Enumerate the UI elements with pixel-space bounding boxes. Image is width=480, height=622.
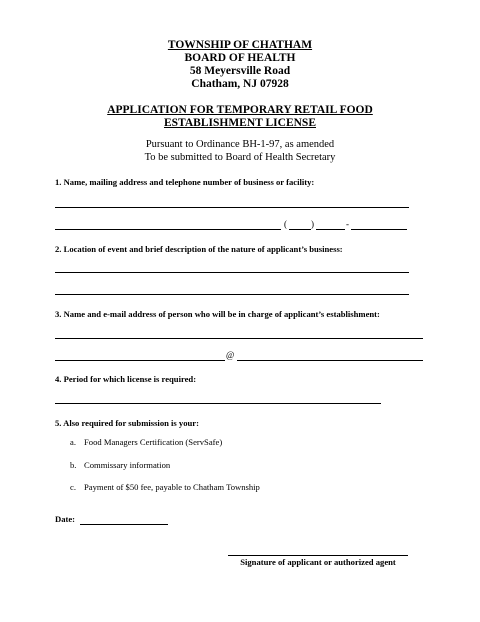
submission-note: To be submitted to Board of Health Secretary: [144, 152, 336, 163]
event-location-line-1[interactable]: [55, 272, 409, 273]
phone-open-paren: (: [284, 219, 287, 229]
form-title-line2: ESTABLISHMENT LICENSE: [163, 117, 316, 129]
business-name-line[interactable]: [55, 207, 409, 208]
email-at-sign: @: [226, 350, 235, 360]
license-period-line[interactable]: [55, 403, 381, 404]
header-street: 58 Meyersville Road: [189, 65, 291, 77]
question-3: 3. Name and e-mail address of person who will be in charge of applicant’s establishment:: [55, 309, 380, 319]
question-2: 2. Location of event and brief description of the nature of applicant’s business:: [55, 244, 343, 254]
email-domain-line[interactable]: [237, 360, 423, 361]
date-line[interactable]: [80, 524, 168, 525]
header-city: Chatham, NJ 07928: [191, 78, 289, 90]
requirement-a-text: Food Managers Certification (ServSafe): [84, 437, 223, 447]
question-4: 4. Period for which license is required:: [55, 374, 197, 384]
requirement-b: [70, 460, 170, 470]
requirement-a-letter: a.: [70, 437, 76, 447]
phone-number-line[interactable]: [351, 229, 407, 230]
question-5: 5. Also required for submission is your:: [55, 418, 199, 428]
business-address-line[interactable]: [55, 229, 281, 230]
requirement-c-text: Payment of $50 fee, payable to Chatham Township: [84, 482, 260, 492]
requirement-a: [70, 437, 222, 447]
requirement-b-letter: b.: [70, 460, 77, 470]
question-1: 1. Name, mailing address and telephone number of business or facility:: [55, 177, 315, 187]
header-township: TOWNSHIP OF CHATHAM: [167, 39, 313, 51]
signature-line[interactable]: [228, 555, 408, 556]
phone-prefix-line[interactable]: [316, 229, 345, 230]
phone-close-paren: ): [311, 219, 314, 229]
event-location-line-2[interactable]: [55, 294, 409, 295]
email-user-line[interactable]: [55, 360, 225, 361]
person-in-charge-name-line[interactable]: [55, 338, 423, 339]
phone-dash: -: [346, 219, 349, 229]
requirement-b-text: Commissary information: [84, 460, 171, 470]
form-title-line1: APPLICATION FOR TEMPORARY RETAIL FOOD: [107, 104, 373, 116]
date-label: Date:: [55, 514, 76, 524]
phone-area-code-line[interactable]: [289, 229, 311, 230]
requirement-c: [70, 482, 260, 492]
signature-label: Signature of applicant or authorized agent: [240, 557, 396, 567]
header-board: BOARD OF HEALTH: [184, 52, 296, 64]
requirement-c-letter: c.: [70, 482, 76, 492]
ordinance-note: Pursuant to Ordinance BH-1-97, as amended: [145, 139, 335, 150]
